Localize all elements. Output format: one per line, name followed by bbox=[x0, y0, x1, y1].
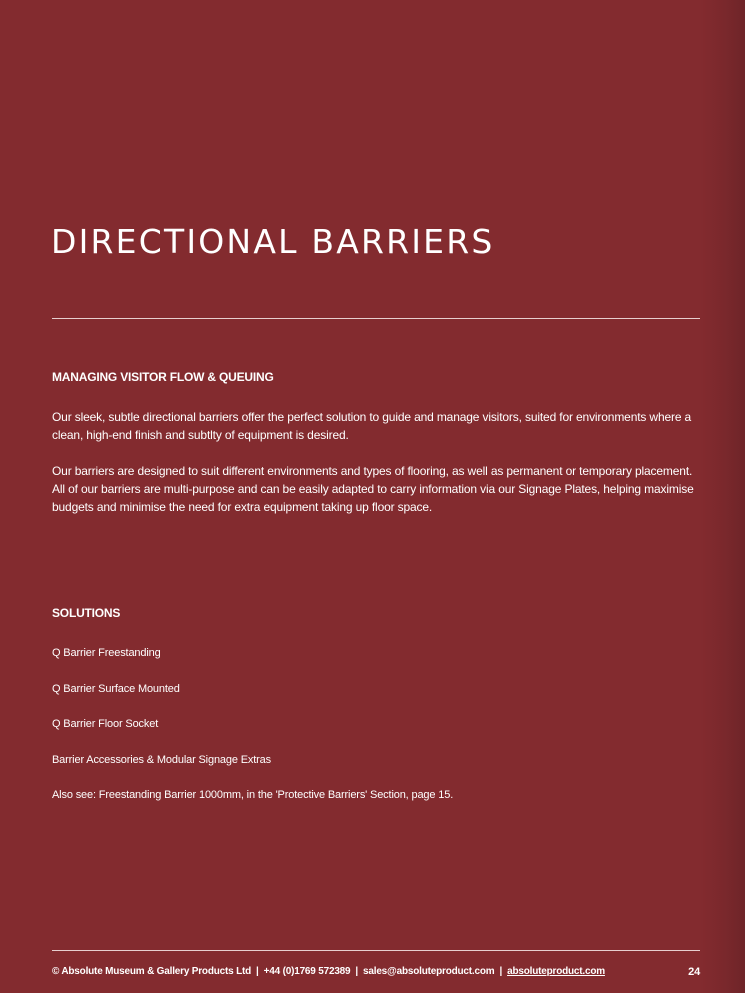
footer-website-link[interactable]: absoluteproduct.com bbox=[507, 966, 605, 977]
footer bbox=[52, 965, 700, 979]
intro-paragraph: Our barriers are designed to suit different environments and types of flooring, as well as permanent or temporary placement. All of our barriers are multi-purpose and can be easily adapted to carry information via our Signage Plates, helping maximise budgets and minimise the need for extra equipment taking up floor space. bbox=[52, 464, 694, 514]
footer-phone: +44 (0)1769 572389 bbox=[263, 966, 351, 977]
title-divider bbox=[52, 318, 700, 319]
solution-item: Q Barrier Surface Mounted bbox=[52, 682, 180, 695]
solution-item: Q Barrier Floor Socket bbox=[52, 718, 159, 730]
solution-item: Q Barrier Freestanding bbox=[52, 647, 161, 659]
footer-separator: | bbox=[355, 966, 359, 977]
footer-email[interactable]: sales@absoluteproduct.com bbox=[363, 966, 495, 977]
solution-item: Also see: Freestanding Barrier 1000mm, in the 'Protective Barriers' Section, page 15. bbox=[52, 789, 454, 801]
footer-company: © Absolute Museum & Gallery Products Ltd bbox=[52, 966, 252, 977]
solutions-list bbox=[52, 646, 453, 824]
managing-visitor-flow-heading: MANAGING VISITOR FLOW & QUEUING bbox=[52, 370, 274, 384]
footer-separator: | bbox=[499, 966, 503, 977]
solution-item: Barrier Accessories & Modular Signage Extras bbox=[52, 753, 271, 766]
solutions-heading: SOLUTIONS bbox=[52, 606, 121, 620]
footer-divider bbox=[52, 950, 700, 951]
page-title: DIRECTIONAL BARRIERS bbox=[51, 222, 495, 261]
page-number: 24 bbox=[688, 966, 700, 978]
footer-separator: | bbox=[256, 966, 259, 977]
intro-paragraph: Our sleek, subtle directional barriers offer the perfect solution to guide and manage visitors, suited for environments where a clean, high-end finish and subtlty of equipment is desired. bbox=[52, 410, 692, 442]
